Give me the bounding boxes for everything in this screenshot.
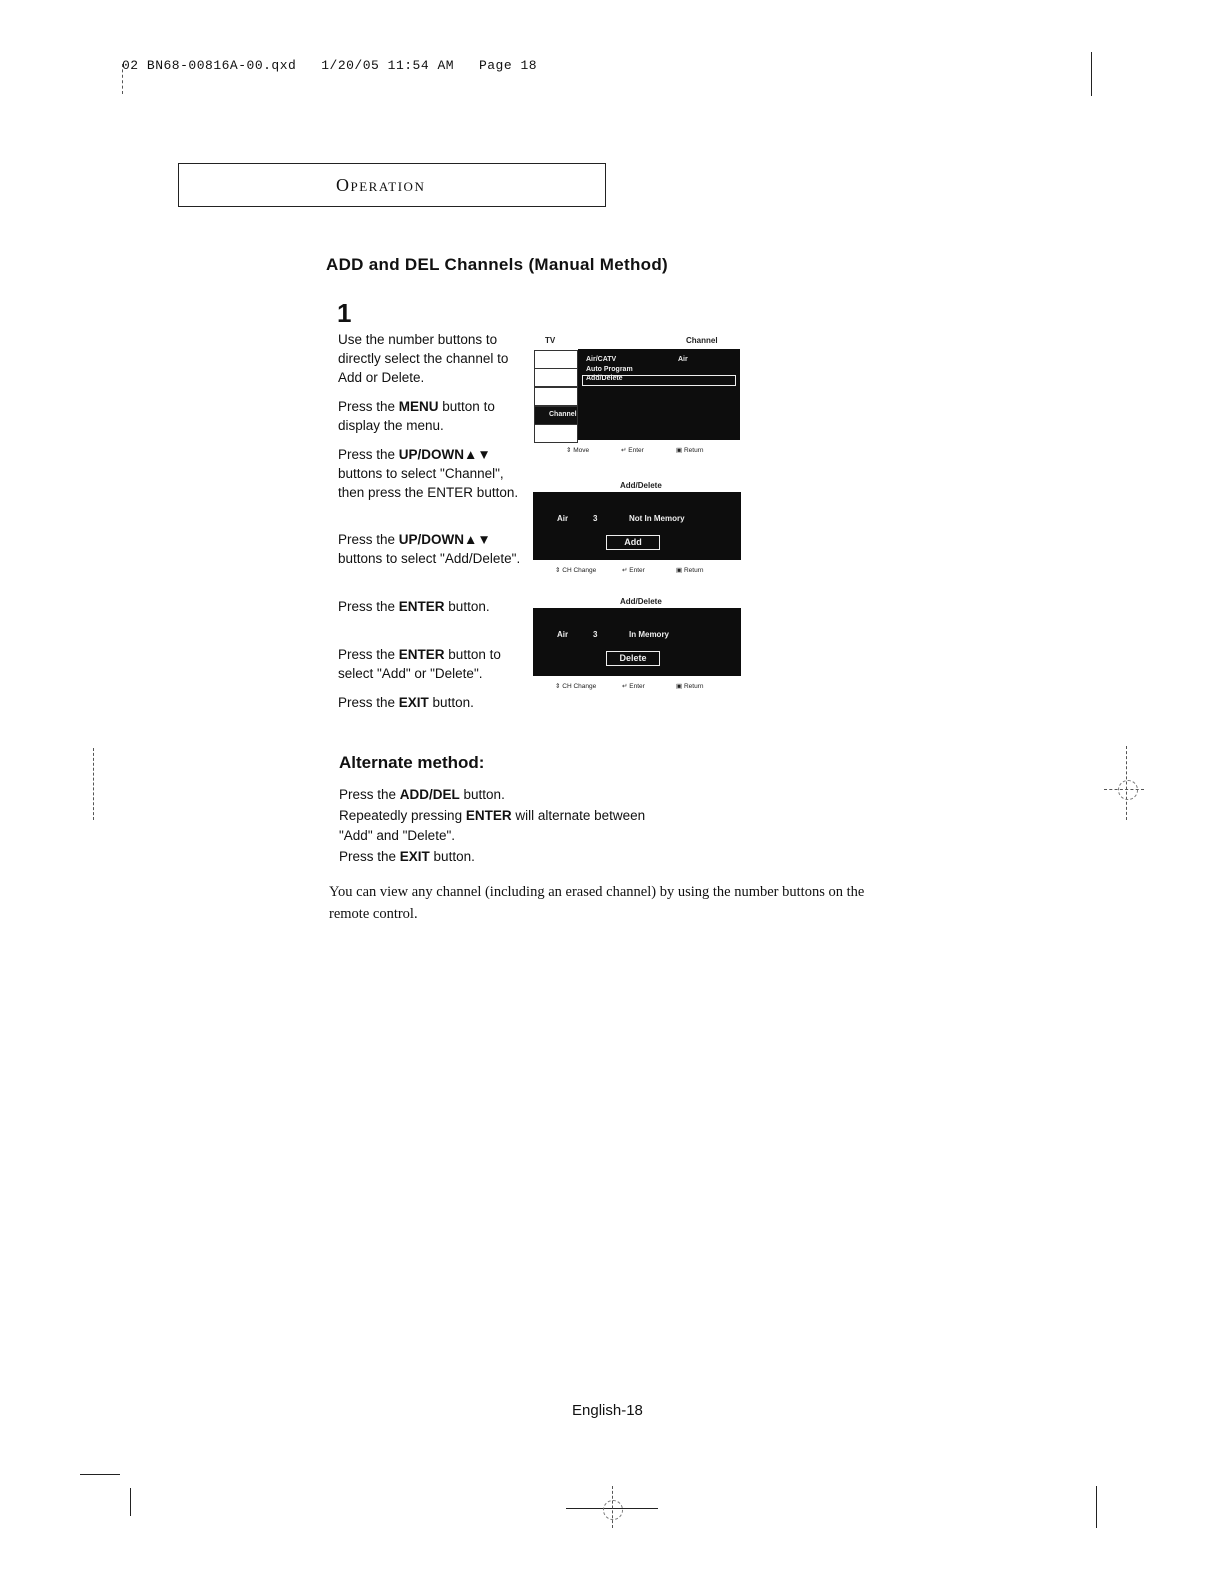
section-tab-label: Operation xyxy=(336,175,426,195)
registration-mark xyxy=(603,1500,623,1520)
screen3-channel: 3 xyxy=(593,630,598,639)
delete-button[interactable]: Delete xyxy=(606,651,660,666)
speaker-menu-icon xyxy=(534,387,578,406)
updown-button-name: UP/DOWN▲▼ xyxy=(398,532,491,547)
screen2-source: Air xyxy=(557,514,569,523)
step-7-pre: Press the xyxy=(338,695,399,710)
alt-line4-pre: Press the xyxy=(339,849,400,864)
menu-item-add-delete-highlight xyxy=(582,375,736,386)
screen1-source-label: TV xyxy=(545,336,556,345)
screen2-footer-return: ▣ Return xyxy=(676,567,704,574)
step-6-pre: Press the xyxy=(338,647,399,662)
menu-item-auto-program: Auto Program xyxy=(586,366,633,373)
alt-line2-pre: Repeatedly pressing xyxy=(339,808,466,823)
note-paragraph: You can view any channel (including an erased channel) by using the number buttons on the remote control. xyxy=(329,884,865,922)
step-3-pre: Press the xyxy=(338,447,399,462)
footer-return-label: Return xyxy=(683,567,704,574)
footer-enter-label: Enter xyxy=(629,683,645,690)
step-6-post: button to select "Add" or "Delete". xyxy=(338,647,501,681)
crop-mark xyxy=(93,748,94,820)
add-button[interactable]: Add xyxy=(606,535,660,550)
crop-mark xyxy=(1096,1486,1097,1528)
screen1-footer-enter: ↵ Enter xyxy=(621,447,644,454)
alt-line4-post: button. xyxy=(429,849,475,864)
registration-mark xyxy=(1118,780,1138,800)
menu-button-name: MENU xyxy=(398,399,439,414)
alt-line2-post: will alternate between xyxy=(511,808,646,823)
crop-mark xyxy=(80,1474,120,1475)
alternate-line-4 xyxy=(339,849,475,864)
footer-ch-change-label: CH Change xyxy=(562,683,597,690)
step-2 xyxy=(338,397,528,435)
alt-line1-pre: Press the xyxy=(339,787,400,802)
screen1-footer-return: ▣ Return xyxy=(676,447,704,454)
exit-button-name: EXIT xyxy=(398,695,429,710)
channel-side-label: Channel xyxy=(549,411,577,418)
step-number: 1 xyxy=(337,298,352,328)
step-5-pre: Press the xyxy=(338,599,399,614)
enter-button-name: ENTER xyxy=(398,599,445,614)
screen1-footer-move: ⇕ Move xyxy=(566,447,590,454)
screen3 xyxy=(533,608,741,676)
footer-enter-label: Enter xyxy=(629,567,645,574)
screen2-footer-enter: ↵ Enter xyxy=(622,567,645,574)
footer-ch-change-label: CH Change xyxy=(562,567,597,574)
enter-button-name: ENTER xyxy=(398,647,445,662)
step-1-text: Use the number buttons to directly select the channel to Add or Delete. xyxy=(338,332,509,385)
setup-menu-icon xyxy=(534,424,578,443)
picture-menu-icon xyxy=(534,350,578,369)
step-5-post: button. xyxy=(444,599,490,614)
crop-mark xyxy=(130,1488,131,1516)
updown-button-name: UP/DOWN▲▼ xyxy=(398,447,491,462)
step-4-pre: Press the xyxy=(338,532,399,547)
step-7 xyxy=(338,693,528,712)
add-del-button-name: ADD/DEL xyxy=(399,787,460,802)
screen3-status: In Memory xyxy=(629,630,670,639)
sound-menu-icon xyxy=(534,368,578,387)
footer-return-label: Return xyxy=(683,683,704,690)
menu-item-value: Air xyxy=(678,356,688,363)
alt-line1-post: button. xyxy=(459,787,505,802)
enter-button-name: ENTER xyxy=(465,808,512,823)
alternate-line-2 xyxy=(339,808,645,823)
menu-item-air-catv: Air/CATV xyxy=(586,356,617,363)
exit-button-name: EXIT xyxy=(399,849,430,864)
screen2-title: Add/Delete xyxy=(620,481,662,490)
screen2 xyxy=(533,492,741,560)
screen3-footer-enter: ↵ Enter xyxy=(622,683,645,690)
step-7-post: button. xyxy=(428,695,474,710)
step-5 xyxy=(338,597,528,616)
alternate-line-3: "Add" and "Delete". xyxy=(339,828,455,843)
screen3-footer-return: ▣ Return xyxy=(676,683,704,690)
step-2-pre: Press the xyxy=(338,399,399,414)
crop-mark xyxy=(1091,52,1092,96)
channel-menu-icon xyxy=(534,406,578,425)
menu-item-add-delete: Add/Delete xyxy=(586,375,623,382)
screen2-status: Not In Memory xyxy=(629,514,685,523)
step-4 xyxy=(338,530,528,568)
step-1 xyxy=(338,330,528,387)
footer-move-label: Move xyxy=(573,447,590,454)
alternate-line-1 xyxy=(339,787,505,802)
screen2-channel: 3 xyxy=(593,514,598,523)
step-2-post: button to display the menu. xyxy=(338,399,495,433)
step-3-post: buttons to select "Channel", then press the ENTER button. xyxy=(338,466,519,500)
screen3-source: Air xyxy=(557,630,569,639)
step-6 xyxy=(338,645,528,683)
screen3-footer-change: ⇕ CH Change xyxy=(555,683,597,690)
footer-return-label: Return xyxy=(683,447,704,454)
screen2-footer-change: ⇕ CH Change xyxy=(555,567,597,574)
screen3-title: Add/Delete xyxy=(620,597,662,606)
step-4-post: buttons to select "Add/Delete". xyxy=(338,551,521,566)
alternate-method-title: Alternate method: xyxy=(339,753,485,772)
screen1-menu xyxy=(578,349,740,440)
footer-enter-label: Enter xyxy=(628,447,644,454)
section-title: ADD and DEL Channels (Manual Method) xyxy=(326,255,668,274)
screen1-title: Channel xyxy=(686,336,718,345)
file-slug: 02 BN68-00816A-00.qxd 1/20/05 11:54 AM Page 18 xyxy=(122,58,538,73)
page-number: English-18 xyxy=(572,1402,643,1419)
step-3 xyxy=(338,445,528,502)
